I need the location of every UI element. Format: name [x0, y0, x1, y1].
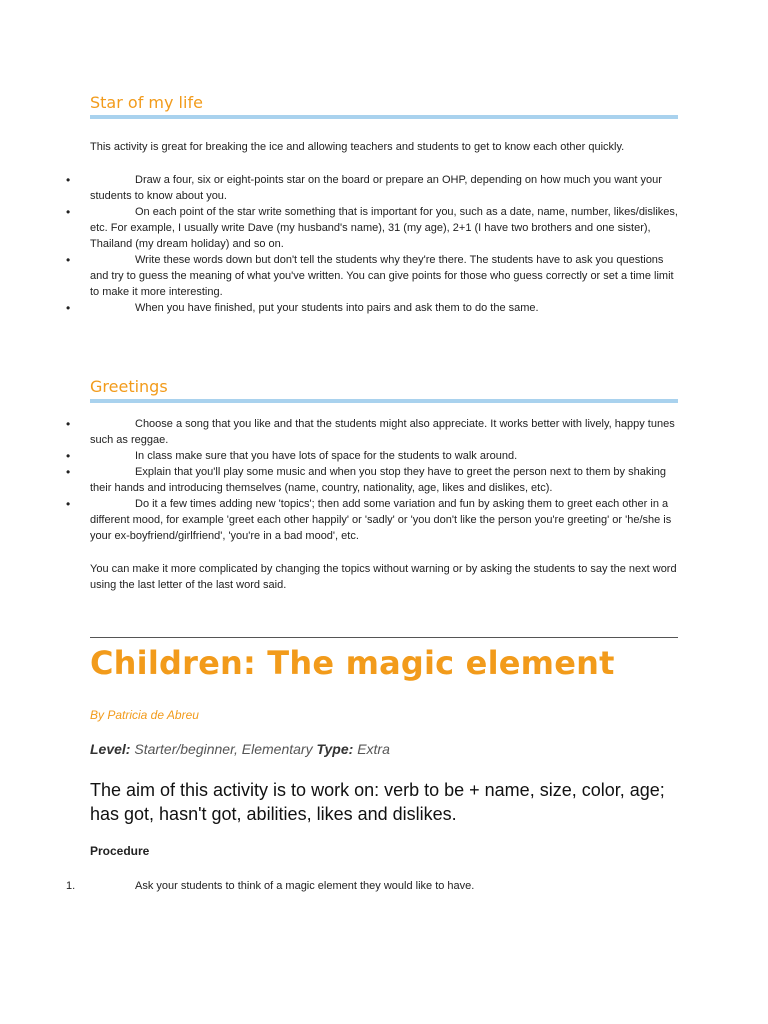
level-value: Starter/beginner, Elementary	[134, 741, 313, 757]
list-item: • Draw a four, six or eight-points star on the board or prepare an OHP, depending on how much you want your students to know about you.	[66, 173, 662, 202]
procedure-steps	[0, 878, 768, 894]
type-label: Type:	[316, 741, 354, 757]
section-title-star: Star of my life	[90, 93, 203, 112]
type-value: Extra	[357, 741, 390, 757]
aim-statement: The aim of this activity is to work on: verb to be + name, size, color, age; has got, hasn't got, abilities, likes and dislikes.	[90, 780, 665, 824]
level-label: Level:	[90, 741, 131, 757]
list-item: • Write these words down but don't tell the students why they're there. The students have to ask you questions and try to guess the meaning of what you've written. You can give points for those who guess correctly or set a time limit to make it more interesting.	[66, 253, 674, 298]
section-rule-greetings	[90, 399, 678, 403]
list-item: • When you have finished, put your students into pairs and ask them to do the same.	[66, 301, 539, 315]
list-item: • On each point of the star write something that is important for you, such as a date, name, number, likes/dislikes, etc. For example, I usually write Dave (my husband's name), 31 (my age), 2+1 (I have two brothers and one sister), Thailand (my dream holiday) and so on.	[66, 205, 678, 250]
article-title: Children: The magic element	[90, 644, 615, 682]
list-item: • Explain that you'll play some music and when you stop they have to greet the person next to them by shaking their hands and introducing themselves (name, country, nationality, age, likes and dislikes, etc).	[66, 465, 667, 494]
article-divider	[90, 637, 678, 638]
level-line	[90, 741, 390, 757]
bullet-icon: •	[66, 253, 71, 267]
star-bullet-list	[0, 172, 768, 316]
bullet-icon: •	[66, 449, 71, 463]
bullet-icon: •	[66, 465, 71, 479]
star-intro: This activity is great for breaking the ice and allowing teachers and students to get to know each other quickly.	[90, 141, 625, 153]
bullet-icon: •	[66, 173, 71, 187]
bullet-icon: •	[66, 301, 71, 315]
list-item: • In class make sure that you have lots of space for the students to walk around.	[66, 449, 518, 463]
step-text: Ask your students to think of a magic element they would like to have.	[135, 880, 475, 892]
bullet-icon: •	[66, 417, 71, 431]
bullet-icon: •	[66, 497, 71, 511]
greetings-bullet-list	[0, 416, 768, 544]
greetings-closing: You can make it more complicated by changing the topics without warning or by asking the students to say the next word using the last letter of the last word said.	[90, 563, 677, 591]
section-rule-star	[90, 115, 678, 119]
procedure-heading: Procedure	[90, 844, 150, 858]
article-byline: By Patricia de Abreu	[90, 708, 199, 722]
list-item	[0, 878, 768, 894]
list-item: • Choose a song that you like and that the students might also appreciate. It works better with lively, happy tunes such as reggae.	[66, 417, 675, 446]
section-title-greetings: Greetings	[90, 377, 168, 396]
bullet-icon: •	[66, 205, 71, 219]
step-number: 1.	[66, 880, 76, 892]
list-item: • Do it a few times adding new 'topics'; then add some variation and fun by asking them to greet each other in a different mood, for example 'greet each other happily' or 'sadly' or 'you don't like the person you're greeting' or 'he/she is your ex-boyfriend/girlfriend', 'you're in a bad mood', etc.	[66, 497, 672, 542]
